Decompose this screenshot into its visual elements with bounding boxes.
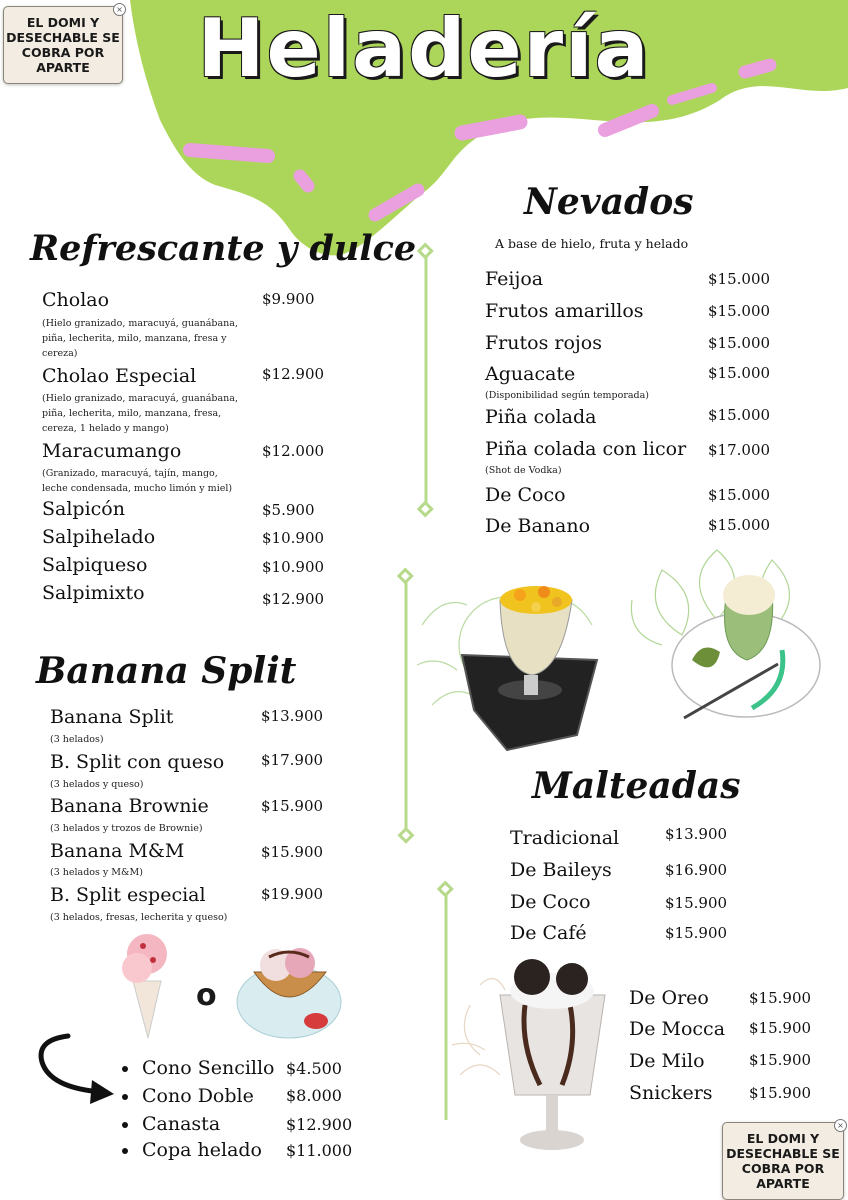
bullet <box>122 1066 128 1072</box>
menu-item-price: $13.900 <box>665 825 728 843</box>
menu-item-name: Banana Brownie <box>50 795 209 817</box>
menu-item-price: $15.900 <box>749 1019 812 1037</box>
menu-item-price: $15.000 <box>708 516 771 534</box>
menu-item-price: $19.900 <box>261 885 324 903</box>
menu-item-price: $13.900 <box>261 707 324 725</box>
menu-item-price: $10.900 <box>262 558 325 576</box>
section-heading-malteadas: Malteadas <box>532 765 741 807</box>
menu-item-price: $15.000 <box>708 302 771 320</box>
close-icon[interactable]: × <box>113 3 126 16</box>
menu-item-name: Cholao Especial <box>42 365 197 387</box>
menu-item-price: $17.000 <box>708 441 771 459</box>
menu-item-name: Cono Sencillo <box>142 1057 275 1079</box>
menu-item-price: $17.900 <box>261 751 324 769</box>
menu-item-name: B. Split con queso <box>50 751 225 773</box>
cholao-cup-photo <box>412 565 602 755</box>
menu-item-price: $15.000 <box>708 486 771 504</box>
divider-line-middle <box>399 570 412 842</box>
menu-item-name: Aguacate <box>485 363 576 385</box>
menu-item-name: De Baileys <box>510 859 612 881</box>
menu-item-name: De Banano <box>485 515 591 537</box>
section-heading-nevados: Nevados <box>524 181 694 223</box>
menu-item-name: Banana M&M <box>50 840 185 862</box>
menu-item-note: (Disponibilidad según temporada) <box>485 390 649 401</box>
menu-item-note: (3 helados, fresas, lecherita y queso) <box>50 912 228 923</box>
badge-line: APARTE <box>756 1176 810 1191</box>
or-label: o <box>196 978 217 1013</box>
menu-item-name: Frutos rojos <box>485 332 602 354</box>
menu-item-name: De Coco <box>485 484 566 506</box>
note-line: cereza, 1 helado y mango) <box>42 423 169 434</box>
menu-item-name: De Mocca <box>629 1018 726 1040</box>
menu-item-price: $5.900 <box>262 501 315 519</box>
badge-line: EL DOMI Y <box>26 15 100 30</box>
note-line: (Hielo granizado, maracuyá, guanábana, <box>42 393 238 404</box>
menu-item-note: (3 helados y trozos de Brownie) <box>50 823 203 834</box>
menu-item-price: $15.900 <box>749 989 812 1007</box>
menu-item-name: Cholao <box>42 289 110 311</box>
menu-item-name: Feijoa <box>485 268 544 290</box>
menu-item-name: Cono Doble <box>142 1085 254 1107</box>
menu-item-name: Copa helado <box>142 1139 262 1161</box>
menu-item-price: $8.000 <box>286 1086 342 1105</box>
menu-item-name: Frutos amarillos <box>485 300 644 322</box>
menu-item-price: $15.900 <box>261 843 324 861</box>
avocado-nevado-photo <box>622 540 822 725</box>
ice-cream-cone-photo <box>115 926 175 1041</box>
menu-item-price: $15.000 <box>708 270 771 288</box>
badge-line: COBRA POR <box>21 45 105 60</box>
section-heading-banana-split: Banana Split <box>36 650 297 692</box>
menu-item-name: Salpimixto <box>42 582 145 604</box>
menu-item-note: (Shot de Vodka) <box>485 465 562 476</box>
note-line: cereza) <box>42 348 78 359</box>
bullet <box>122 1148 128 1154</box>
menu-item-name: Maracumango <box>42 440 182 462</box>
menu-item-price: $15.900 <box>665 924 728 942</box>
menu-item-name: Piña colada <box>485 406 597 428</box>
section-heading-refrescante: Refrescante y dulce <box>30 228 417 269</box>
menu-item-price: $15.900 <box>749 1051 812 1069</box>
divider-line-upper <box>419 245 432 516</box>
section-subtitle: A base de hielo, fruta y helado <box>495 236 689 251</box>
menu-item-name: De Milo <box>629 1050 705 1072</box>
menu-item-name: Snickers <box>629 1082 713 1104</box>
note-line: (Granizado, maracuyá, tajín, mango, <box>42 468 218 479</box>
menu-item-price: $15.900 <box>665 894 728 912</box>
menu-item-price: $15.000 <box>708 334 771 352</box>
menu-item-name: De Café <box>510 922 587 944</box>
menu-item-price: $4.500 <box>286 1059 342 1078</box>
menu-item-name: Salpiqueso <box>42 554 148 576</box>
menu-item-name: Piña colada con licor <box>485 438 687 460</box>
menu-item-note <box>42 466 232 496</box>
note-line: leche condensada, mucho limón y miel) <box>42 483 233 494</box>
menu-item-price: $11.000 <box>286 1141 353 1160</box>
menu-item-price: $12.900 <box>262 365 325 383</box>
menu-item-price: $15.900 <box>749 1084 812 1102</box>
menu-item-name: Canasta <box>142 1113 221 1135</box>
delivery-notice-badge-top <box>3 6 123 84</box>
menu-item-note: (3 helados y M&M) <box>50 867 143 878</box>
menu-item-note <box>42 391 238 436</box>
bullet <box>122 1122 128 1128</box>
delivery-notice-badge-bottom <box>722 1122 844 1200</box>
badge-line: EL DOMI Y <box>746 1131 820 1146</box>
oreo-milkshake-photo <box>450 945 610 1160</box>
menu-item-price: $15.900 <box>261 797 324 815</box>
badge-line: DESECHABLE SE <box>726 1146 840 1161</box>
menu-item-price: $15.000 <box>708 364 771 382</box>
bullet <box>122 1094 128 1100</box>
badge-line: DESECHABLE SE <box>6 30 120 45</box>
note-line: piña, lecherita, milo, manzana, fresa, <box>42 408 222 419</box>
page-title: Heladería <box>197 2 651 95</box>
menu-item-price: $12.900 <box>286 1115 353 1134</box>
menu-item-price: $16.900 <box>665 861 728 879</box>
menu-item-name: De Coco <box>510 891 591 913</box>
menu-item-name: Salpicón <box>42 498 125 520</box>
ice-cream-basket-photo <box>234 927 344 1042</box>
badge-line: APARTE <box>36 60 90 75</box>
note-line: piña, lecherita, milo, manzana, fresa y <box>42 333 227 344</box>
menu-item-name: Salpihelado <box>42 526 156 548</box>
menu-item-price: $12.900 <box>262 590 325 608</box>
menu-item-note <box>42 316 238 361</box>
menu-item-price: $9.900 <box>262 290 315 308</box>
badge-text <box>4 15 122 75</box>
menu-item-price: $15.000 <box>708 406 771 424</box>
menu-item-price: $10.900 <box>262 529 325 547</box>
menu-item-name: Tradicional <box>510 827 620 849</box>
menu-item-name: Banana Split <box>50 706 174 728</box>
menu-item-name: B. Split especial <box>50 884 206 906</box>
close-icon[interactable]: × <box>834 1119 847 1132</box>
menu-item-note: (3 helados) <box>50 734 104 745</box>
badge-text <box>723 1131 843 1191</box>
menu-item-price: $12.000 <box>262 442 325 460</box>
note-line: (Hielo granizado, maracuyá, guanábana, <box>42 318 238 329</box>
menu-item-note: (3 helados y queso) <box>50 779 144 790</box>
badge-line: COBRA POR <box>741 1161 825 1176</box>
arrow-icon <box>36 1030 116 1105</box>
menu-item-name: De Oreo <box>629 987 709 1009</box>
